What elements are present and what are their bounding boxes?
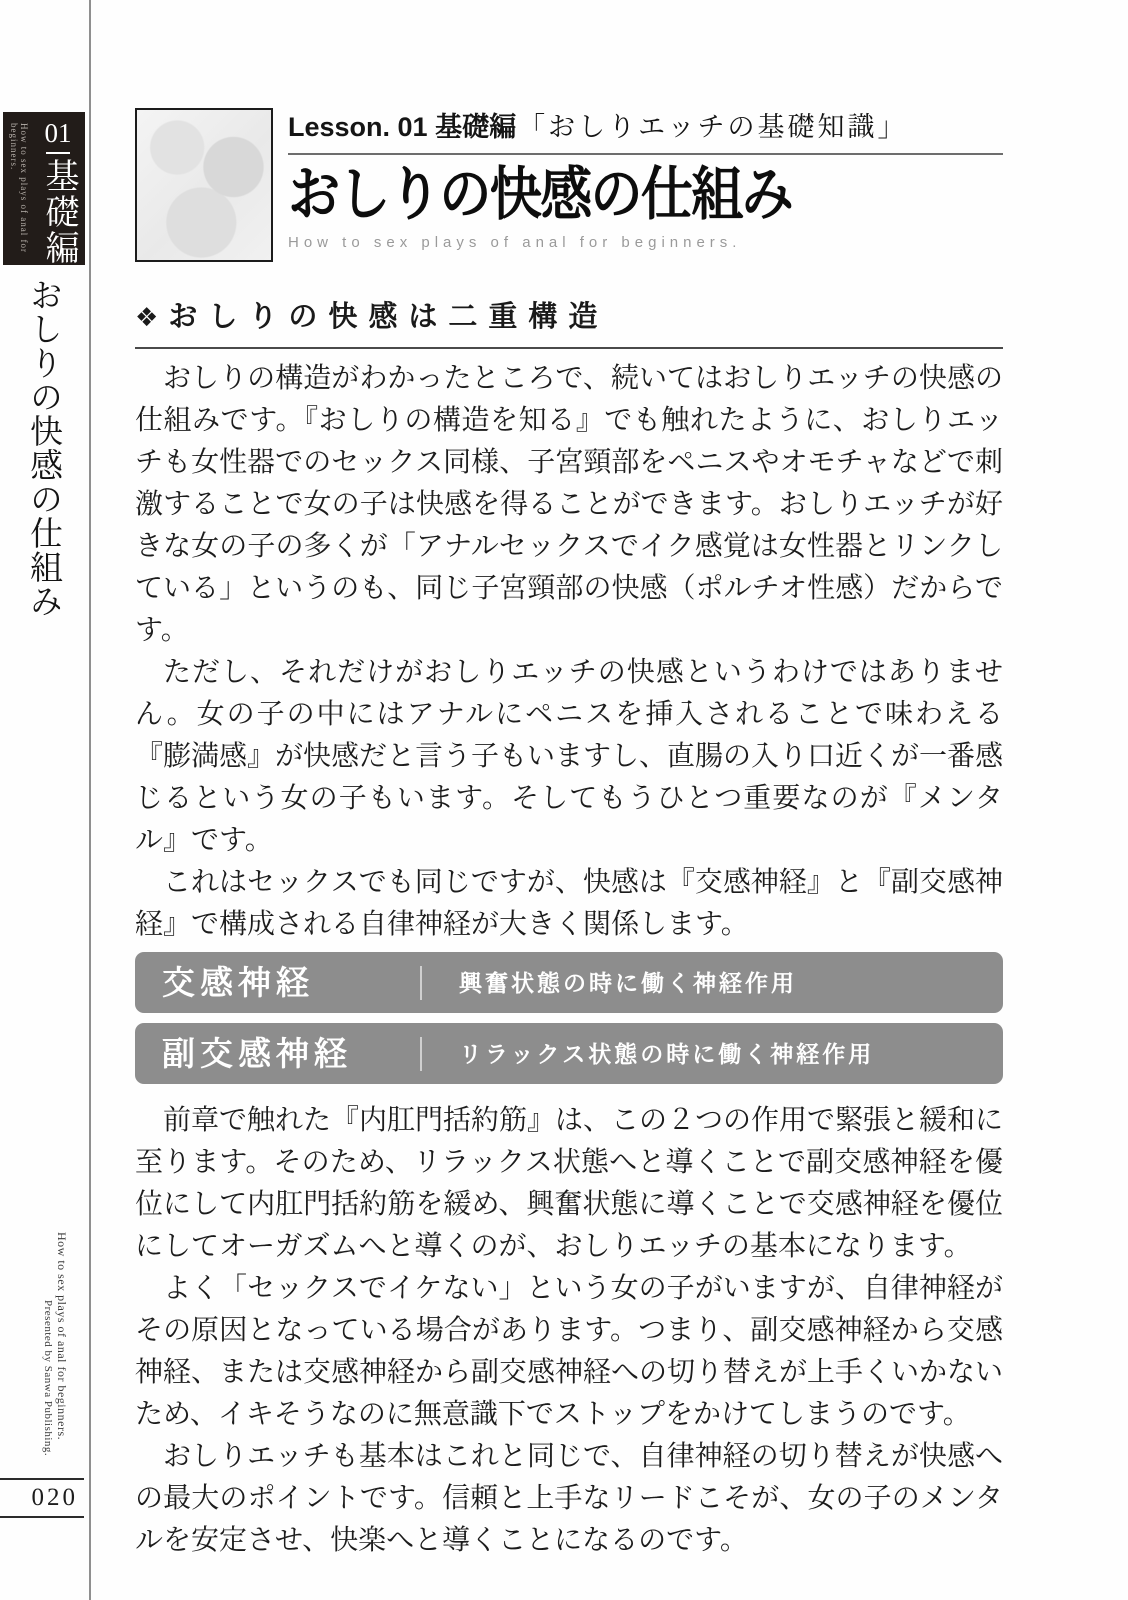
page-number: 020 [31, 1484, 78, 1511]
divider [420, 966, 422, 1000]
footer-series-title: How to sex plays of anal for beginners. [55, 1232, 69, 1441]
lesson-heading [288, 110, 1003, 155]
header-illustration [135, 108, 273, 262]
paragraph: ただし、それだけがおしりエッチの快感というわけではありません。女の子の中にはアナルにペニスを挿入されることで味わえる『膨満感』が快感だと言う子もいますし、直腸の入り口近くが一番感じるという女の子もいます。そしてもうひとつ重要なのが『メンタル』です。 [135, 656, 1004, 855]
paragraph: おしりの構造がわかったところで、続いてはおしりエッチの快感の仕組みです。『おしりの構造を知る』でも触れたように、おしりエッチも女性器でのセックス同様、子宮頸部をペニスやオモチャなどで刺激することで女の子は快感を得ることができます。おしりエッチが好きな女の子の多くが「アナルセックスでイク感覚は女性器とリンクしている」というのも、同じ子宮頸部の快感（ポルチオ性感）だからです。 [135, 362, 1003, 645]
divider [420, 1037, 422, 1071]
sidebar-divider [89, 0, 91, 1600]
paragraph: よく「セックスでイケない」という女の子がいますが、自律神経がその原因となっている場合があります。つまり、副交感神経から交感神経、または交感神経から副交感神経への切り替えが上手くいかないため、イキそうなのに無意識下でストップをかけてしまうのです。 [135, 1272, 1004, 1429]
chapter-tab [3, 112, 85, 265]
table-row [135, 952, 1003, 1013]
page-number-block [0, 1478, 84, 1518]
nerve-description: リラックス状態の時に働く神経作用 [459, 1040, 875, 1067]
section-heading [135, 294, 1003, 349]
nerve-term: 交感神経 [162, 963, 314, 1001]
paragraph: おしりエッチも基本はこれと同じで、自律神経の切り替えが快感への最大のポイントです。信頼と上手なリードこそが、女の子のメンタルを安定させ、快楽へと導くことになるのです。 [135, 1440, 1003, 1555]
chapter-label: 基礎編 [40, 157, 77, 266]
lesson-topic: 「おしりエッチの基礎知識」 [518, 112, 908, 142]
body-text [135, 357, 1003, 1561]
diamond-marker-icon: ❖ [135, 302, 159, 332]
nerve-definition-table [135, 952, 1003, 1084]
chapter-subtitle-en: How to sex plays of anal for beginners. [9, 123, 29, 253]
lesson-label: Lesson. 01 基礎編 [288, 112, 517, 142]
section-heading-text: おしりの快感は二重構造 [168, 301, 609, 333]
table-row [135, 1023, 1003, 1084]
paragraph: 前章で触れた『内肛門括約筋』は、この２つの作用で緊張と緩和に至ります。そのため、リラックス状態へと導くことで副交感神経を優位にして内肛門括約筋を緩め、興奮状態に導くことで交感神経を優位にしてオーガズムへと導くのが、おしりエッチの基本になります。 [135, 1104, 1004, 1261]
footer-publisher: Presented by Sanwa Publishing. [42, 1300, 54, 1457]
sidebar-footer [42, 1232, 69, 1487]
page-subtitle-en: How to sex plays of anal for beginners. [288, 233, 742, 251]
chapter-main [37, 119, 79, 266]
chapter-rule [46, 152, 70, 154]
sidebar-vertical-title: おしりの快感の仕組み [25, 278, 61, 618]
main-content [135, 0, 1003, 1600]
nerve-description: 興奮状態の時に働く神経作用 [459, 969, 797, 996]
page-title: おしりの快感の仕組み [288, 162, 793, 228]
page-header [288, 110, 1003, 251]
chapter-number: 01 [44, 118, 72, 148]
nerve-term: 副交感神経 [162, 1034, 352, 1072]
paragraph: これはセックスでも同じですが、快感は『交感神経』と『副交感神経』で構成される自律神経が大きく関係します。 [135, 866, 1003, 939]
